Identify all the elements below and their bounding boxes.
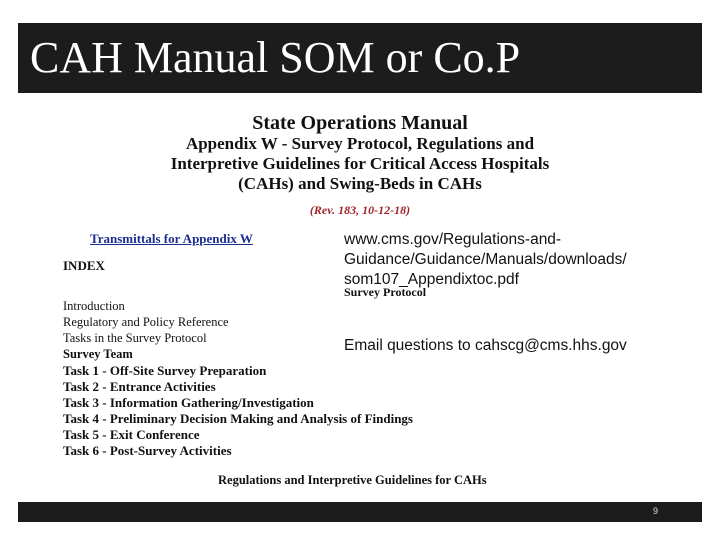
- transmittals-link[interactable]: Transmittals for Appendix W: [90, 231, 253, 246]
- survey-team: Survey Team: [63, 347, 133, 361]
- task-item: Task 5 - Exit Conference: [63, 427, 200, 442]
- title-bar: [18, 23, 702, 93]
- index-item: Introduction: [63, 299, 125, 313]
- manual-url[interactable]: [344, 230, 694, 290]
- document-heading: State Operations Manual: [252, 112, 468, 134]
- page-number: 9: [652, 506, 658, 516]
- index-item: Tasks in the Survey Protocol: [63, 331, 207, 345]
- index-heading: INDEX: [63, 258, 105, 273]
- task-item: Task 2 - Entrance Activities: [63, 379, 216, 394]
- document-screenshot: [50, 98, 690, 498]
- document-subheading-1: Appendix W - Survey Protocol, Regulations and: [185, 134, 535, 153]
- slide-title: CAH Manual SOM or Co.P: [30, 33, 521, 82]
- document-footer-heading: Regulations and Interpretive Guidelines for CAHs: [218, 473, 487, 487]
- task-item: Task 6 - Post-Survey Activities: [63, 443, 232, 458]
- url-line-1: www.cms.gov/Regulations-and-: [344, 231, 562, 248]
- document-revision: (Rev. 183, 10-12-18): [309, 203, 411, 217]
- footer-bar: [18, 502, 702, 522]
- email-contact: Email questions to cahscg@cms.hhs.gov: [344, 337, 627, 354]
- url-line-3: som107_Appendixtoc.pdf: [344, 271, 519, 288]
- task-item: Task 1 - Off-Site Survey Preparation: [63, 363, 267, 378]
- task-item: Task 4 - Preliminary Decision Making and Analysis of Findings: [63, 411, 413, 426]
- index-item: Regulatory and Policy Reference: [63, 315, 229, 329]
- survey-protocol-label: Survey Protocol: [344, 285, 427, 299]
- document-subheading-2: Interpretive Guidelines for Critical Access Hospitals: [170, 154, 550, 173]
- url-line-2: Guidance/Guidance/Manuals/downloads/: [344, 251, 627, 268]
- task-item: Task 3 - Information Gathering/Investigation: [63, 395, 314, 410]
- document-subheading-3: (CAHs) and Swing-Beds in CAHs: [238, 174, 482, 193]
